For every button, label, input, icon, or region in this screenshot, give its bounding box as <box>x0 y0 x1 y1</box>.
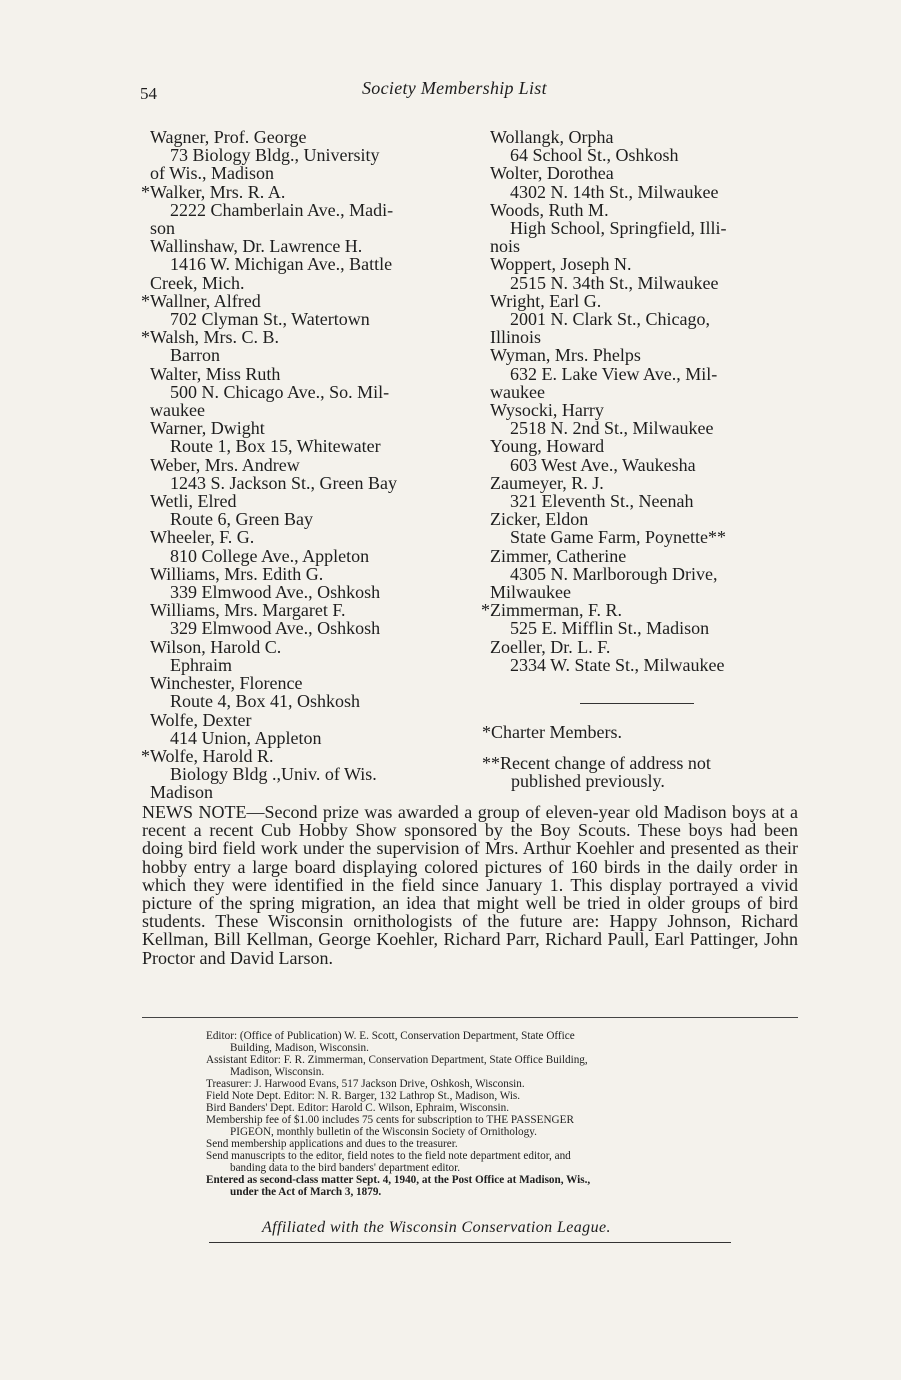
masthead-assistant-editor <box>206 1054 732 1078</box>
masthead-field-note: Field Note Dept. Editor: N. R. Barger, 132 Lathrop St., Madison, Wis. <box>206 1090 521 1102</box>
member-address-line: Creek, Mich. <box>150 272 245 293</box>
member-entry <box>141 292 461 328</box>
member-name: Walter, Miss Ruth <box>150 363 281 384</box>
member-address <box>141 255 461 291</box>
member-address-line: Milwaukee <box>490 582 571 603</box>
member-address-line: 4305 N. Marlborough Drive, <box>510 563 718 584</box>
member-name: Zicker, Eldon <box>490 509 589 530</box>
member-entry <box>141 711 461 747</box>
member-address-line: 64 School St., Oshkosh <box>510 145 679 166</box>
member-name: Wollangk, Orpha <box>490 127 614 147</box>
member-address-line: 321 Eleventh St., Neenah <box>510 491 694 512</box>
member-entry <box>481 201 799 256</box>
member-address-line: State Game Farm, Poynette** <box>510 527 726 548</box>
member-entry <box>141 456 461 492</box>
masthead-membership-line2: PIGEON, monthly bulletin of the Wisconsin Society of Ornithology. <box>230 1126 537 1138</box>
member-address <box>141 310 461 328</box>
member-entry <box>141 747 461 802</box>
member-name: Wagner, Prof. George <box>150 127 307 147</box>
member-entry <box>141 492 461 528</box>
member-entry <box>141 565 461 601</box>
member-name: *Walker, Mrs. R. A. <box>141 181 286 202</box>
member-address <box>481 274 799 292</box>
affiliation-line: Affiliated with the Wisconsin Conservation League. <box>262 1219 611 1236</box>
member-address <box>481 419 799 437</box>
member-address-line: 329 Elmwood Ave., Oshkosh <box>170 618 381 639</box>
member-name: Zoeller, Dr. L. F. <box>490 636 611 657</box>
member-name: Zimmer, Catherine <box>490 545 627 566</box>
masthead-manuscripts-line2: banding data to the bird banders' department editor. <box>230 1162 461 1174</box>
member-name: Wright, Earl G. <box>490 290 602 311</box>
masthead <box>206 1030 732 1198</box>
member-address-line: 500 N. Chicago Ave., So. Mil- <box>170 381 390 402</box>
member-name: *Zimmerman, F. R. <box>481 600 623 621</box>
member-name: Wyman, Mrs. Phelps <box>490 345 641 366</box>
news-note-paragraph: NEWS NOTE—Second prize was awarded a group of eleven-year old Madison boys at a recent a recent Cub Hobby Show sponsored by the Boy Scouts. These boys had been doing bird field work under the supervision of Mrs. Arthur Koehler and presented as their hobby entry a large board displaying colored pictures of 160 birds in the daily order in which they were identified in the field since January 1. This display portrayed a vivid picture of the spring migration, an idea that might well be tried in older groups of bird students. These Wisconsin ornithologists of the future are: Happy Johnson, Richard Kellman, Bill Kellman, George Koehler, Richard Parr, Richard Paull, Earl Pattinger, John Proctor and David Larson. <box>142 802 798 968</box>
member-name: Zaumeyer, R. J. <box>490 472 604 493</box>
member-address-line: 1243 S. Jackson St., Green Bay <box>170 472 397 493</box>
member-address <box>141 474 461 492</box>
masthead-entered-line1: Entered as second-class matter Sept. 4, 1940, at the Post Office at Madison, Wis., <box>206 1174 591 1186</box>
member-name: Williams, Mrs. Edith G. <box>150 563 324 584</box>
member-address <box>141 383 461 419</box>
masthead-editor <box>206 1030 732 1054</box>
member-address <box>141 729 461 747</box>
recent-change-note-line2: published previously. <box>511 771 665 791</box>
member-address <box>481 565 799 601</box>
member-address-line: 810 College Ave., Appleton <box>170 545 370 566</box>
member-address <box>481 619 799 637</box>
member-address <box>481 656 799 674</box>
member-address <box>481 219 799 255</box>
member-address <box>481 146 799 164</box>
member-address-line: 2222 Chamberlain Ave., Madi- <box>170 199 394 220</box>
member-name: Wilson, Harold C. <box>150 636 282 657</box>
member-address <box>141 619 461 637</box>
member-address-line: nois <box>490 236 521 257</box>
member-entry <box>481 346 799 401</box>
member-name: Young, Howard <box>490 436 605 457</box>
page-number: 54 <box>140 84 157 103</box>
member-address-line: Ephraim <box>170 654 232 675</box>
member-address-line: Route 6, Green Bay <box>170 509 313 530</box>
member-name: *Wallner, Alfred <box>141 290 261 311</box>
member-list-left-column <box>141 128 461 802</box>
member-address-line: Route 4, Box 41, Oshkosh <box>170 691 361 712</box>
member-address-line: 702 Clyman St., Watertown <box>170 309 370 330</box>
member-entry <box>481 292 799 347</box>
member-list-right-column <box>481 128 799 674</box>
member-name: Woppert, Joseph N. <box>490 254 632 275</box>
member-address-line: Madison <box>150 782 213 803</box>
member-address-line: waukee <box>490 381 545 402</box>
member-entry <box>481 638 799 674</box>
notes-divider <box>580 703 694 704</box>
masthead-assistant-line1: Assistant Editor: F. R. Zimmerman, Conservation Department, State Office Building, <box>206 1054 588 1066</box>
member-entry <box>481 128 799 164</box>
masthead-send-manuscripts <box>206 1150 732 1174</box>
member-entry <box>481 255 799 291</box>
member-entry <box>141 328 461 364</box>
member-entry <box>481 510 799 546</box>
member-address-line: 632 E. Lake View Ave., Mil- <box>510 363 718 384</box>
member-address <box>141 765 461 801</box>
member-name: Wysocki, Harry <box>490 400 604 421</box>
masthead-treasurer: Treasurer: J. Harwood Evans, 517 Jackson Drive, Oshkosh, Wisconsin. <box>206 1078 525 1090</box>
member-address-line: 2518 N. 2nd St., Milwaukee <box>510 418 714 439</box>
member-address-line: 2001 N. Clark St., Chicago, <box>510 309 710 330</box>
member-entry <box>481 437 799 473</box>
masthead-send-membership: Send membership applications and dues to the treasurer. <box>206 1138 458 1150</box>
member-entry <box>481 547 799 602</box>
member-entry <box>481 601 799 637</box>
member-entry <box>141 183 461 238</box>
member-entry <box>481 164 799 200</box>
member-address <box>141 346 461 364</box>
bottom-rule <box>209 1242 731 1243</box>
running-head: Society Membership List <box>362 78 547 98</box>
masthead-divider <box>142 1017 798 1018</box>
member-name: Williams, Mrs. Margaret F. <box>150 600 346 621</box>
member-address-line: 525 E. Mifflin St., Madison <box>510 618 710 639</box>
member-address-line: Biology Bldg .,Univ. of Wis. <box>170 764 377 785</box>
masthead-membership <box>206 1114 732 1138</box>
charter-members-note: *Charter Members. <box>482 722 622 742</box>
masthead-membership-line1: Membership fee of $1.00 includes 75 cents for subscription to THE PASSENGER <box>206 1114 574 1126</box>
member-address-line: 4302 N. 14th St., Milwaukee <box>510 181 719 202</box>
recent-change-note-line1: **Recent change of address not <box>482 753 711 773</box>
member-name: Wolfe, Dexter <box>150 709 252 730</box>
member-name: Wetli, Elred <box>150 491 237 512</box>
member-address-line: Route 1, Box 15, Whitewater <box>170 436 381 457</box>
member-address-line: 603 West Ave., Waukesha <box>510 454 696 475</box>
member-address <box>141 583 461 601</box>
member-address-line: waukee <box>150 400 205 421</box>
member-name: Woods, Ruth M. <box>490 199 609 220</box>
member-address <box>141 692 461 710</box>
member-entry <box>141 365 461 420</box>
member-name: Wallinshaw, Dr. Lawrence H. <box>150 236 363 257</box>
masthead-manuscripts-line1: Send manuscripts to the editor, field notes to the field note department editor, and <box>206 1150 571 1162</box>
member-address-line: 339 Elmwood Ave., Oshkosh <box>170 582 381 603</box>
member-name: Weber, Mrs. Andrew <box>150 454 300 475</box>
member-entry <box>481 474 799 510</box>
masthead-editor-line1: Editor: (Office of Publication) W. E. Scott, Conservation Department, State Office <box>206 1030 575 1042</box>
member-entry <box>141 638 461 674</box>
member-name: Winchester, Florence <box>150 673 303 694</box>
member-name: Warner, Dwight <box>150 418 265 439</box>
member-address <box>481 528 799 546</box>
member-address-line: High School, Springfield, Illi- <box>510 218 727 239</box>
member-address <box>481 456 799 474</box>
member-entry <box>481 401 799 437</box>
member-address <box>141 201 461 237</box>
member-address <box>141 146 461 182</box>
member-entry <box>141 128 461 183</box>
member-address-line: 1416 W. Michigan Ave., Battle <box>170 254 393 275</box>
member-address-line: son <box>150 218 176 239</box>
member-address-line: 73 Biology Bldg., University <box>170 145 380 166</box>
masthead-editor-line2: Building, Madison, Wisconsin. <box>230 1042 369 1054</box>
member-entry <box>141 528 461 564</box>
masthead-entered-line2: under the Act of March 3, 1879. <box>230 1186 382 1198</box>
member-entry <box>141 237 461 292</box>
member-address-line: Illinois <box>490 327 542 348</box>
member-address <box>481 310 799 346</box>
member-address-line: 414 Union, Appleton <box>170 727 322 748</box>
member-entry <box>141 674 461 710</box>
member-address-line: 2334 W. State St., Milwaukee <box>510 654 725 675</box>
member-name: Wheeler, F. G. <box>150 527 255 548</box>
member-address <box>141 547 461 565</box>
member-address-line: 2515 N. 34th St., Milwaukee <box>510 272 719 293</box>
member-name: *Walsh, Mrs. C. B. <box>141 327 280 348</box>
masthead-entered <box>206 1174 732 1198</box>
member-address <box>481 365 799 401</box>
member-address <box>481 183 799 201</box>
member-name: *Wolfe, Harold R. <box>141 745 274 766</box>
masthead-assistant-line2: Madison, Wisconsin. <box>230 1066 325 1078</box>
member-address <box>481 492 799 510</box>
member-entry <box>141 419 461 455</box>
member-address <box>141 437 461 455</box>
member-name: Wolter, Dorothea <box>490 163 614 184</box>
member-address <box>141 510 461 528</box>
recent-change-note <box>482 754 802 790</box>
member-address-line: of Wis., Madison <box>150 163 274 184</box>
masthead-bird-banders: Bird Banders' Dept. Editor: Harold C. Wilson, Ephraim, Wisconsin. <box>206 1102 510 1114</box>
member-entry <box>141 601 461 637</box>
member-address-line: Barron <box>170 345 220 366</box>
member-address <box>141 656 461 674</box>
